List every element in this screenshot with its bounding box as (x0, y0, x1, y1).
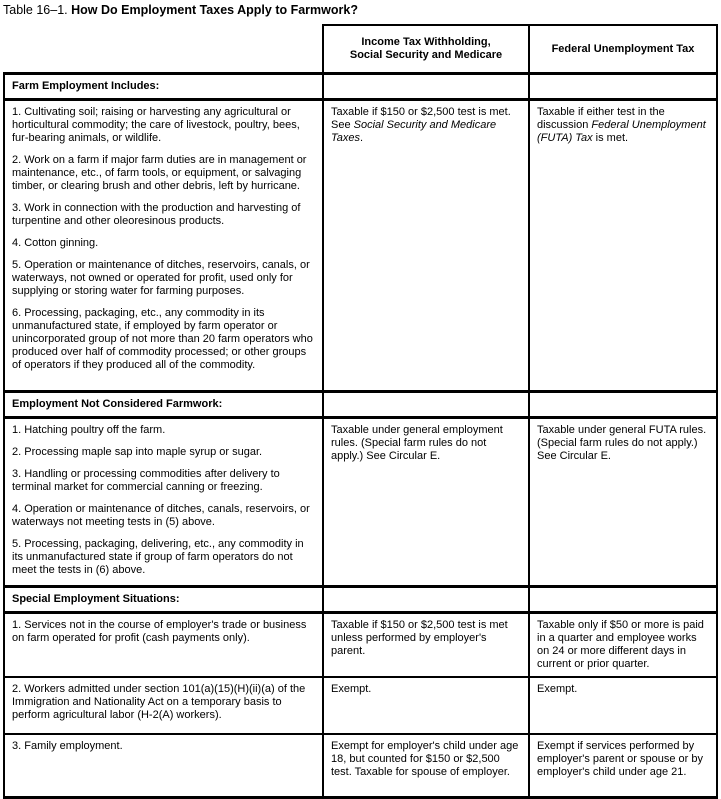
futa-cell (529, 613, 717, 678)
column-header-futa (529, 25, 717, 74)
section-row-not-farmwork (4, 392, 717, 418)
description-cell (4, 100, 323, 392)
list-item: 1. Hatching poultry off the farm. (12, 424, 166, 436)
income-tax-cell (323, 613, 529, 678)
column-header-row (4, 25, 717, 74)
cell-text: Exempt. (537, 683, 578, 695)
cell-text: Taxable if either test in the discussion Federal Unemployment (FUTA) Tax is met. (537, 106, 706, 144)
list-item: 2. Processing maple sap into maple syrup or sugar. (12, 446, 263, 458)
reference-italic: Social Security and Medicare Taxes (331, 119, 497, 144)
list-item: 4. Operation or maintenance of ditches, canals, reservoirs, or waterways not meeting tests in (5) above. (12, 503, 310, 528)
table-row (4, 613, 717, 678)
cell-text: Taxable if $150 or $2,500 test is met. See Social Security and Medicare Taxes. (331, 106, 511, 144)
section-header-special-situations: Special Employment Situations: (4, 587, 323, 613)
income-tax-cell (323, 734, 529, 798)
cell-text: Exempt. (331, 683, 372, 695)
cell-text: Taxable under general employment rules. (Special farm rules do not apply.) See Circular E. (331, 424, 503, 462)
blank-header-cell (4, 25, 323, 74)
list-item: 4. Cotton ginning. (12, 237, 99, 249)
table-row (4, 418, 717, 587)
empty-cell (529, 392, 717, 418)
section-row-special-situations (4, 587, 717, 613)
empty-cell (529, 74, 717, 100)
section-row-farm-employment (4, 74, 717, 100)
empty-cell (323, 587, 529, 613)
cell-text: Exempt if services performed by employer's parent or spouse or by employer's child under age 21. (537, 740, 703, 778)
table-number: Table 16–1. (3, 3, 68, 17)
list-item: 2. Work on a farm if major farm duties are in management or maintenance, etc., of farm tools, or equipment, or salvaging timber, or clearing brush and other debris, left by hurricane. (12, 154, 307, 192)
section-header-not-farmwork: Employment Not Considered Farmwork: (4, 392, 323, 418)
list-item: 5. Operation or maintenance of ditches, reservoirs, canals, or waterways, not owned or operated for profit, used only for supplying or storing water for farming purposes. (12, 259, 310, 297)
futa-cell (529, 418, 717, 587)
table-row (4, 677, 717, 734)
income-tax-cell (323, 100, 529, 392)
column-header-futa-label: Federal Unemployment Tax (551, 42, 695, 55)
column-header-income-tax (323, 25, 529, 74)
description-cell (4, 677, 323, 734)
list-item: 3. Handling or processing commodities after delivery to terminal market for commercial canning or freezing. (12, 468, 280, 493)
table-row (4, 100, 717, 392)
list-item: 5. Processing, packaging, delivering, etc., any commodity in its unmanufactured state if group of farm operators do not meet the tests in (6) above. (12, 538, 304, 576)
cell-text: Taxable under general FUTA rules. (Special farm rules do not apply.) See Circular E. (537, 424, 707, 462)
description-cell (4, 418, 323, 587)
list-item: 3. Family employment. (12, 740, 123, 752)
table-title: How Do Employment Taxes Apply to Farmwork? (71, 3, 358, 17)
table-caption (3, 3, 718, 17)
income-tax-cell (323, 418, 529, 587)
list-item: 1. Cultivating soil; raising or harvesting any agricultural or horticultural commodity; the care of livestock, poultry, bees, fur-bearing animals, or wildlife. (12, 106, 300, 144)
list-item: 3. Work in connection with the production and harvesting of turpentine and other oleoresinous products. (12, 202, 301, 227)
list-item: 2. Workers admitted under section 101(a)(15)(H)(ii)(a) of the Immigration and Nationality Act on a temporary basis to perform agricultural labor (H-2(A) workers). (12, 683, 306, 721)
futa-cell (529, 100, 717, 392)
empty-cell (323, 74, 529, 100)
description-cell (4, 734, 323, 798)
cell-text: Taxable only if $50 or more is paid in a quarter and employee works on 24 or more different days in current or prior quarter. (537, 619, 704, 670)
list-item: 6. Processing, packaging, etc., any commodity in its unmanufactured state, if employed by farm operator or unincorporated group of not more than 20 farm operators who produced over half of commodity processed; or other groups of operators if they produced all of the commodity. (12, 307, 313, 371)
section-header-farm-employment: Farm Employment Includes: (4, 74, 323, 100)
futa-cell (529, 677, 717, 734)
cell-text: Exempt for employer's child under age 18, but counted for $150 or $2,500 test. Taxable for spouse of employer. (331, 740, 519, 778)
column-header-income-line2: Social Security and Medicare (349, 49, 503, 61)
column-header-income-line1: Income Tax Withholding, (361, 36, 491, 48)
income-tax-cell (323, 677, 529, 734)
list-item: 1. Services not in the course of employer's trade or business on farm operated for profit (cash payments only). (12, 619, 307, 644)
reference-italic: Federal Unemployment (FUTA) Tax (537, 119, 706, 144)
table-row (4, 734, 717, 798)
empty-cell (529, 587, 717, 613)
empty-cell (323, 392, 529, 418)
cell-text: Taxable if $150 or $2,500 test is met unless performed by employer's parent. (331, 619, 508, 657)
description-cell (4, 613, 323, 678)
employment-taxes-table (3, 24, 718, 799)
futa-cell (529, 734, 717, 798)
